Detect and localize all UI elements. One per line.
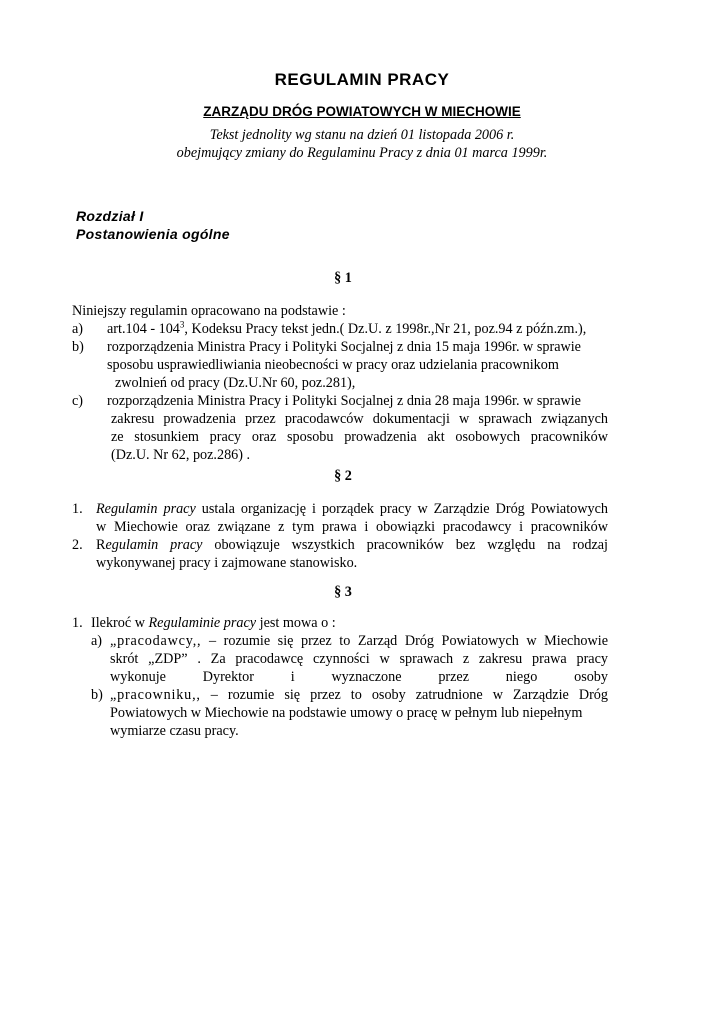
document-subtitle: ZARZĄDU DRÓG POWIATOWYCH W MIECHOWIE — [203, 104, 521, 119]
definition-employee-line: „pracowniku,, – rozumie się przez to osoby zatrudnione w Zarządzie Dróg — [110, 687, 608, 703]
amendment-note: obejmujący zmiany do Regulaminu Pracy z dnia 01 marca 1999r. — [176, 145, 548, 161]
list-marker-b: b) — [91, 687, 103, 703]
paragraph-3-1: Ilekroć w Regulaminie pracy jest mowa o : — [91, 615, 336, 631]
paragraph-2-2-line: Regulamin pracy obowiązuje wszystkich pracowników bez względu na rodzaj — [96, 537, 608, 553]
list-marker-a: a) — [72, 321, 84, 337]
document-title: REGULAMIN PRACY — [274, 70, 450, 89]
list-marker-b: b) — [72, 339, 84, 355]
paragraph-2-1-line: Regulamin pracy ustala organizację i porządek pracy w Zarządzie Dróg Powiatowych — [96, 501, 608, 517]
definition-employer-line: „pracodawcy,, – rozumie się przez to Zarząd Dróg Powiatowych w Miechowie — [110, 633, 608, 649]
section-2-heading: § 2 — [334, 468, 352, 484]
section-1-intro: Niniejszy regulamin opracowano na podstawie : — [72, 303, 346, 319]
definition-employee-line: Powiatowych w Miechowie na podstawie umowy o pracę w pełnym lub niepełnym — [110, 705, 583, 721]
section-1-heading: § 1 — [334, 270, 352, 286]
list-marker-1: 1. — [72, 615, 83, 631]
list-marker-1: 1. — [72, 501, 83, 517]
paragraph-2-2-line: wykonywanej pracy i zajmowane stanowisko. — [96, 555, 358, 571]
basis-item-c-line: zakresu prowadzenia przez pracodawców dokumentacji w sprawach związanych — [111, 411, 608, 427]
chapter-number: Rozdział I — [76, 208, 144, 224]
paragraph-2-1-line: w Miechowie oraz związane z tym prawa i obowiązki pracodawcy i pracowników — [96, 519, 608, 535]
basis-item-c-line: ze stosunkiem pracy oraz sposobu prowadzenia akt osobowych pracowników — [111, 429, 608, 445]
basis-item-b-line: zwolnień od pracy (Dz.U.Nr 60, poz.281), — [115, 375, 356, 391]
superscript: 3 — [179, 319, 185, 330]
section-3-heading: § 3 — [334, 584, 352, 600]
definition-employee-line: wymiarze czasu pracy. — [110, 723, 239, 739]
basis-item-c-line: rozporządzenia Ministra Pracy i Polityki Socjalnej z dnia 28 maja 1996r. w sprawie — [107, 393, 581, 409]
list-marker-2: 2. — [72, 537, 83, 553]
basis-item-c-line: (Dz.U. Nr 62, poz.286) . — [111, 447, 251, 463]
basis-item-a: $art.104 - 104^3$, Kodeksu Pracy tekst jedn.( Dz.U. z 1998r.,Nr 21, poz.94 z późn.zm.), — [107, 319, 587, 337]
basis-item-b-line: sposobu usprawiedliwiania nieobecności w pracy oraz udzielania pracownikom — [107, 357, 559, 373]
basis-item-b-line: rozporządzenia Ministra Pracy i Polityki Socjalnej z dnia 15 maja 1996r. w sprawie — [107, 339, 581, 355]
list-marker-c: c) — [72, 393, 84, 409]
definition-employer-line: skrót „ZDP” . Za pracodawcę czynności w sprawach z zakresu prawa pracy — [110, 651, 608, 667]
definition-employer-line: wykonuje Dyrektor i wyznaczone przez niego osoby — [110, 669, 608, 685]
list-marker-a: a) — [91, 633, 103, 649]
chapter-name: Postanowienia ogólne — [76, 226, 230, 242]
consolidated-text-note: Tekst jednolity wg stanu na dzień 01 listopada 2006 r. — [209, 127, 515, 143]
